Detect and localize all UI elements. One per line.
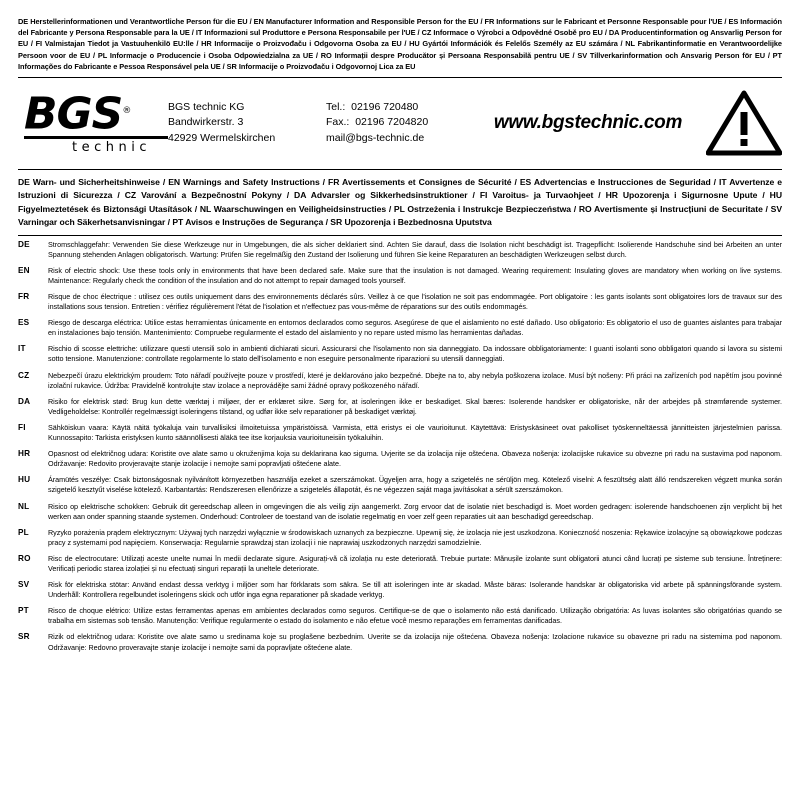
- lang-code: PT: [18, 606, 29, 616]
- lang-code: DE: [18, 239, 30, 249]
- company-fax: [326, 115, 486, 131]
- table-row: [18, 371, 782, 397]
- company-city: 42929 Wermelskirchen: [168, 131, 276, 144]
- logo-subtext: technic: [72, 140, 151, 156]
- fax-value: 02196 7204820: [355, 116, 429, 129]
- table-row: [18, 449, 782, 475]
- tel-label: Tel.:: [326, 100, 346, 113]
- lang-code: SR: [18, 632, 30, 642]
- lang-code: EN: [18, 265, 30, 275]
- lang-code: IT: [18, 344, 26, 354]
- fax-label: Fax.:: [326, 116, 350, 129]
- table-row: [18, 528, 782, 554]
- lang-text: Risc de electrocutare: Utilizați aceste unelte numai în medii declarate sigure. Asigurați-vă că izolația nu este deteriorată. Trebuie purtate: Mănușile izolante sunt obligatorii atunci când lucrați pe sisteme sub tensiune. Întreținere: Verificați periodic starea izolației și nu efectuați singuri reparații la uneltele deteriorate.: [48, 553, 782, 573]
- lang-code: SV: [18, 580, 30, 590]
- lang-code: RO: [18, 553, 31, 563]
- lang-code: DA: [18, 396, 31, 406]
- table-row: [18, 266, 782, 292]
- table-row: [18, 502, 782, 528]
- lang-text: Riesgo de descarga eléctrica: Utilice estas herramientas únicamente en entornos declarados como seguros. Asegúrese de que el aislamiento no esté dañado. Uso obligatorio: Es obligatorio el uso de guantes aislantes para trabajar en instalaciones bajo tensión. Mantenimiento: Compruebe regularmente el estado del aislamiento y no repare usted mismo las herramientas dañadas.: [48, 318, 782, 338]
- lang-text: Áramütés veszélye: Csak biztonságosnak nyilvánított környezetben használja ezeket a szerszámokat. Ügyeljen arra, hogy a szigetelés ne sérüljön meg. Kötelező viselni: A feszültség alatt álló rendszereken végzett munka során szigetelő kesztyűt viselése kötelező. Karbantartás: Rendszeresen ellenőrizze a szigetelés állapotát, és ne végezzen saját maga javításokat a sérült szerszámokon.: [48, 475, 782, 495]
- lang-text: Stromschlaggefahr: Verwenden Sie diese Werkzeuge nur in Umgebungen, die als sicher deklariert sind. Achten Sie darauf, dass die Isolation nicht beschädigt ist. Tragepflicht: Isolierende Handschuhe sind bei Arbeiten an unter Spannung stehenden Anlagen obligatorisch. Wartung: Prüfen Sie regelmäßig den Zustand der Isolierung und führen Sie keine Reparaturen an beschädigten Werkzeugen selbst durch.: [48, 239, 782, 259]
- bgs-logo: [18, 88, 168, 156]
- lang-text: Sähköiskun vaara: Käytä näitä työkaluja vain turvallisiksi ilmoitetuissa ympäristöissä. Varmista, että eristys ei ole vaurioitunut. Käytettävä: Eristyskäsineet ovat pakolliset työskenneltäessä jännitteisten järjestelmien parissa. Kunnossapito: Tarkista eristyksen kunto säännöllisesti äläkä tee itse korjauksia vaurioituneisiin työkaluihin.: [48, 422, 782, 443]
- safety-instructions-table: [18, 240, 782, 659]
- lang-text: Risco de choque elétrico: Utilize estas ferramentas apenas em ambientes declarados como seguros. Certifique-se de que o isolamento não está danificado. Utilização obrigatória: As luvas isolantes são obrigatórias quando se trabalha em sistemas sob tensão. Manutenção: Verifique regularmente o estado do isolamento e não efetue você mesmo reparações em ferramentas danificadas.: [48, 606, 782, 626]
- table-row: [18, 344, 782, 370]
- company-name: BGS technic KG: [168, 100, 245, 113]
- company-tel: [326, 100, 486, 116]
- lang-code: HU: [18, 475, 31, 485]
- company-website[interactable]: www.bgstechnic.com: [493, 112, 683, 134]
- lang-text: Nebezpečí úrazu elektrickým proudem: Toto nářadí používejte pouze v prostředí, které je deklarováno jako bezpečné. Dbejte na to, aby nebyla poškozena izolace. Musí být nošeny: Při práci na zařízeních pod napětím jsou povinné izolační rukavice. Údržba: Pravidelně kontrolujte stav izolace a neprovádějte sami žádné opravy poškozeného nářadí.: [48, 370, 782, 390]
- company-contact: [326, 100, 486, 147]
- table-row: [18, 423, 782, 449]
- lang-code: CZ: [18, 370, 30, 380]
- warning-triangle-icon: [698, 90, 782, 156]
- safety-section-heading: DE Warn- und Sicherheitshinweise / EN Warnings and Safety Instructions / FR Avertissements et Consignes de Sécurité / ES Advertencias e Instrucciones de Seguridad / IT Avvertenze e Istruzioni di Sicurezza / CZ Varování a Bezpečnostní Pokyny / DA Advarsler og Sikkerhedsinstruktioner / FI Varoitus- ja Turvaohjeet / HR Upozorenja i Sigurnosne Upute / HU Figyelmeztetések és Biztonsági Utasítások / NL Waarschuwingen en Veiligheidsinstructies / PL Ostrzeżenia i Instrukcje Bezpieczeństwa / RO Avertismente și Instrucțiuni de Securitate / SV Varningar och Säkerhetsanvisningar / PT Avisos e Instruções de Segurança / SR Upozorenja i Bezbednosna Uputstva: [18, 177, 782, 228]
- divider-middle: [18, 169, 782, 170]
- company-email[interactable]: mail@bgs-technic.de: [326, 131, 425, 144]
- lang-code: PL: [18, 527, 29, 537]
- lang-text: Risk of electric shock: Use these tools only in environments that have been declared safe. Make sure that the insulation is not damaged. Wearing requirement: Insulating gloves are mandatory when working on live systems. Maintenance: Regularly check the condition of the insulation and do not attempt to repair damaged tools yourself.: [48, 265, 782, 285]
- lang-text: Rischio di scosse elettriche: utilizzare questi utensili solo in ambienti dichiarati sicuri. Assicurarsi che l'isolamento non sia danneggiato. Da indossare obbligatoriamente: I guanti isolanti sono obbligatori quando si lavora su sistemi sotto tensione. Manutenzione: controllate regolarmente lo stato dell'isolamento e non eseguire personalmente riparazioni su utensili danneggiati.: [48, 344, 782, 364]
- table-row: [18, 554, 782, 580]
- table-row: [18, 475, 782, 501]
- lang-code: FI: [18, 422, 26, 432]
- lang-code: FR: [18, 292, 30, 302]
- table-row: [18, 292, 782, 318]
- table-row: [18, 240, 782, 266]
- lang-text: Risico op elektrische schokken: Gebruik dit gereedschap alleen in omgevingen die als veilig zijn aangemerkt. Zorg ervoor dat de isolatie niet beschadigd is. Moet worden gedragen: isolerende handschoenen zijn verplicht bij het werken aan onder spanning staande systemen. Onderhoud: Controleer de toestand van de isolatie regelmatig en voer zelf geen reparaties uit aan beschadigd gereedschap.: [48, 501, 782, 521]
- lang-code: ES: [18, 318, 30, 328]
- lang-text: Rizik od električnog udara: Koristite ove alate samo u sredinama koje su proglašene bezbednim. Uverite se da izolacija nije oštećena. Obaveza nošenja: Izolacione rukavice su obavezne pri radu na sistemima pod naponom. Održavanje: Redovno proveravajte stanje izolacije i nemojte sami da popravljate oštećene alate.: [48, 632, 782, 652]
- lang-text: Ryzyko porażenia prądem elektrycznym: Używaj tych narzędzi wyłącznie w środowiskach uznanych za bezpieczne. Upewnij się, że izolacja nie jest uszkodzona. Konieczność noszenia: Rękawice izolacyjne są obowiązkowe podczas pracy z systemami pod napięciem. Konserwacja: Regularnie sprawdzaj stan izolacji i nie naprawiaj uszkodzonych narzędzi samodzielnie.: [48, 527, 782, 547]
- divider-top: [18, 77, 782, 78]
- company-street: Bandwirkerstr. 3: [168, 116, 244, 129]
- logo-text: BGS: [24, 88, 123, 140]
- table-row: [18, 632, 782, 658]
- divider-bottom: [18, 235, 782, 236]
- lang-code: NL: [18, 501, 30, 511]
- table-row: [18, 397, 782, 423]
- table-row: [18, 580, 782, 606]
- table-row: [18, 606, 782, 632]
- lang-text: Risk för elektriska stötar: Använd endast dessa verktyg i miljöer som har förklarats som säkra. Se till att isoleringen inte är skadad. Måste bäras: Isolerande handskar är obligatoriska vid arbete på spänningsförande system. Underhåll: Kontrollera regelbundet isoleringens skick och utför inga egna reparationer på skadade verktyg.: [48, 580, 782, 600]
- manufacturer-info-heading: DE Herstellerinformationen und Verantwortliche Person für die EU / EN Manufacturer Information and Responsible Person for the EU / FR Informations sur le Fabricant et Personne Responsable pour l'UE / ES Información del Fabricante y Persona Responsable para la UE / IT Informazioni sul Produttore e Persona Responsabile per l'UE / CZ Informace o Výrobci a Odpovědné Osobě pro EU / DA Producentinformation og Ansvarlig Person for EU / FI Valmistajan Tiedot ja Vastuuhenkilö EU:lle / HR Informacije o Proizvođaču i Odgovorna Osoba za EU / HU Gyártói Információk és Felelős Személy az EU számára / NL Fabrikantinformatie en Verantwoordelijke Persoon voor de EU / PL Informacje o Producencie i Osoba Odpowiedzialna za UE / RO Informații despre Producător și Persoana Responsabilă pentru UE / SV Tillverkarinformation och Ansvarig Person för EU / PT Informações do Fabricante e Pessoa Responsável pela UE / SR Informacije o Proizvođaču i Odgovornoj Lica za EU: [18, 17, 782, 71]
- lang-code: HR: [18, 449, 31, 459]
- company-address: [168, 100, 326, 147]
- lang-text: Risque de choc électrique : utilisez ces outils uniquement dans des environnements déclarés sûrs. Veillez à ce que l'isolation ne soit pas endommagée. Port obligatoire : les gants isolants sont obligatoires lors de travaux sur des installations sous tension. Entretien : vérifiez régulièrement l'état de l'isolation et n'effectuez pas vous-même de réparations sur des outils endommagés.: [48, 292, 782, 312]
- table-row: [18, 318, 782, 344]
- company-header: [18, 82, 782, 164]
- registered-icon: ®: [122, 105, 132, 116]
- lang-text: Opasnost od električnog udara: Koristite ove alate samo u okruženjima koja su deklarirana kao sigurna. Uvjerite se da izolacija nije oštećena. Obaveza nošenja: izolacijske rukavice su obvezne pri radu na sustavima pod naponom. Održavanje: Redovito provjeravajte stanje izolacije i nemojte sami popravljati oštećene alate.: [48, 449, 782, 469]
- lang-text: Risiko for elektrisk stød: Brug kun dette værktøj i miljøer, der er erklæret sikre. Sørg for, at isoleringen ikke er beskadiget. Skal bæres: Isolerende handsker er obligatoriske, når der arbejdes på strømførende systemer. Vedligeholdelse: Kontrollér regelmæssigt isoleringens tilstand, og udfør ikke selv reparationer på beskadiget værktøj.: [48, 396, 782, 416]
- tel-value: 02196 720480: [351, 100, 419, 113]
